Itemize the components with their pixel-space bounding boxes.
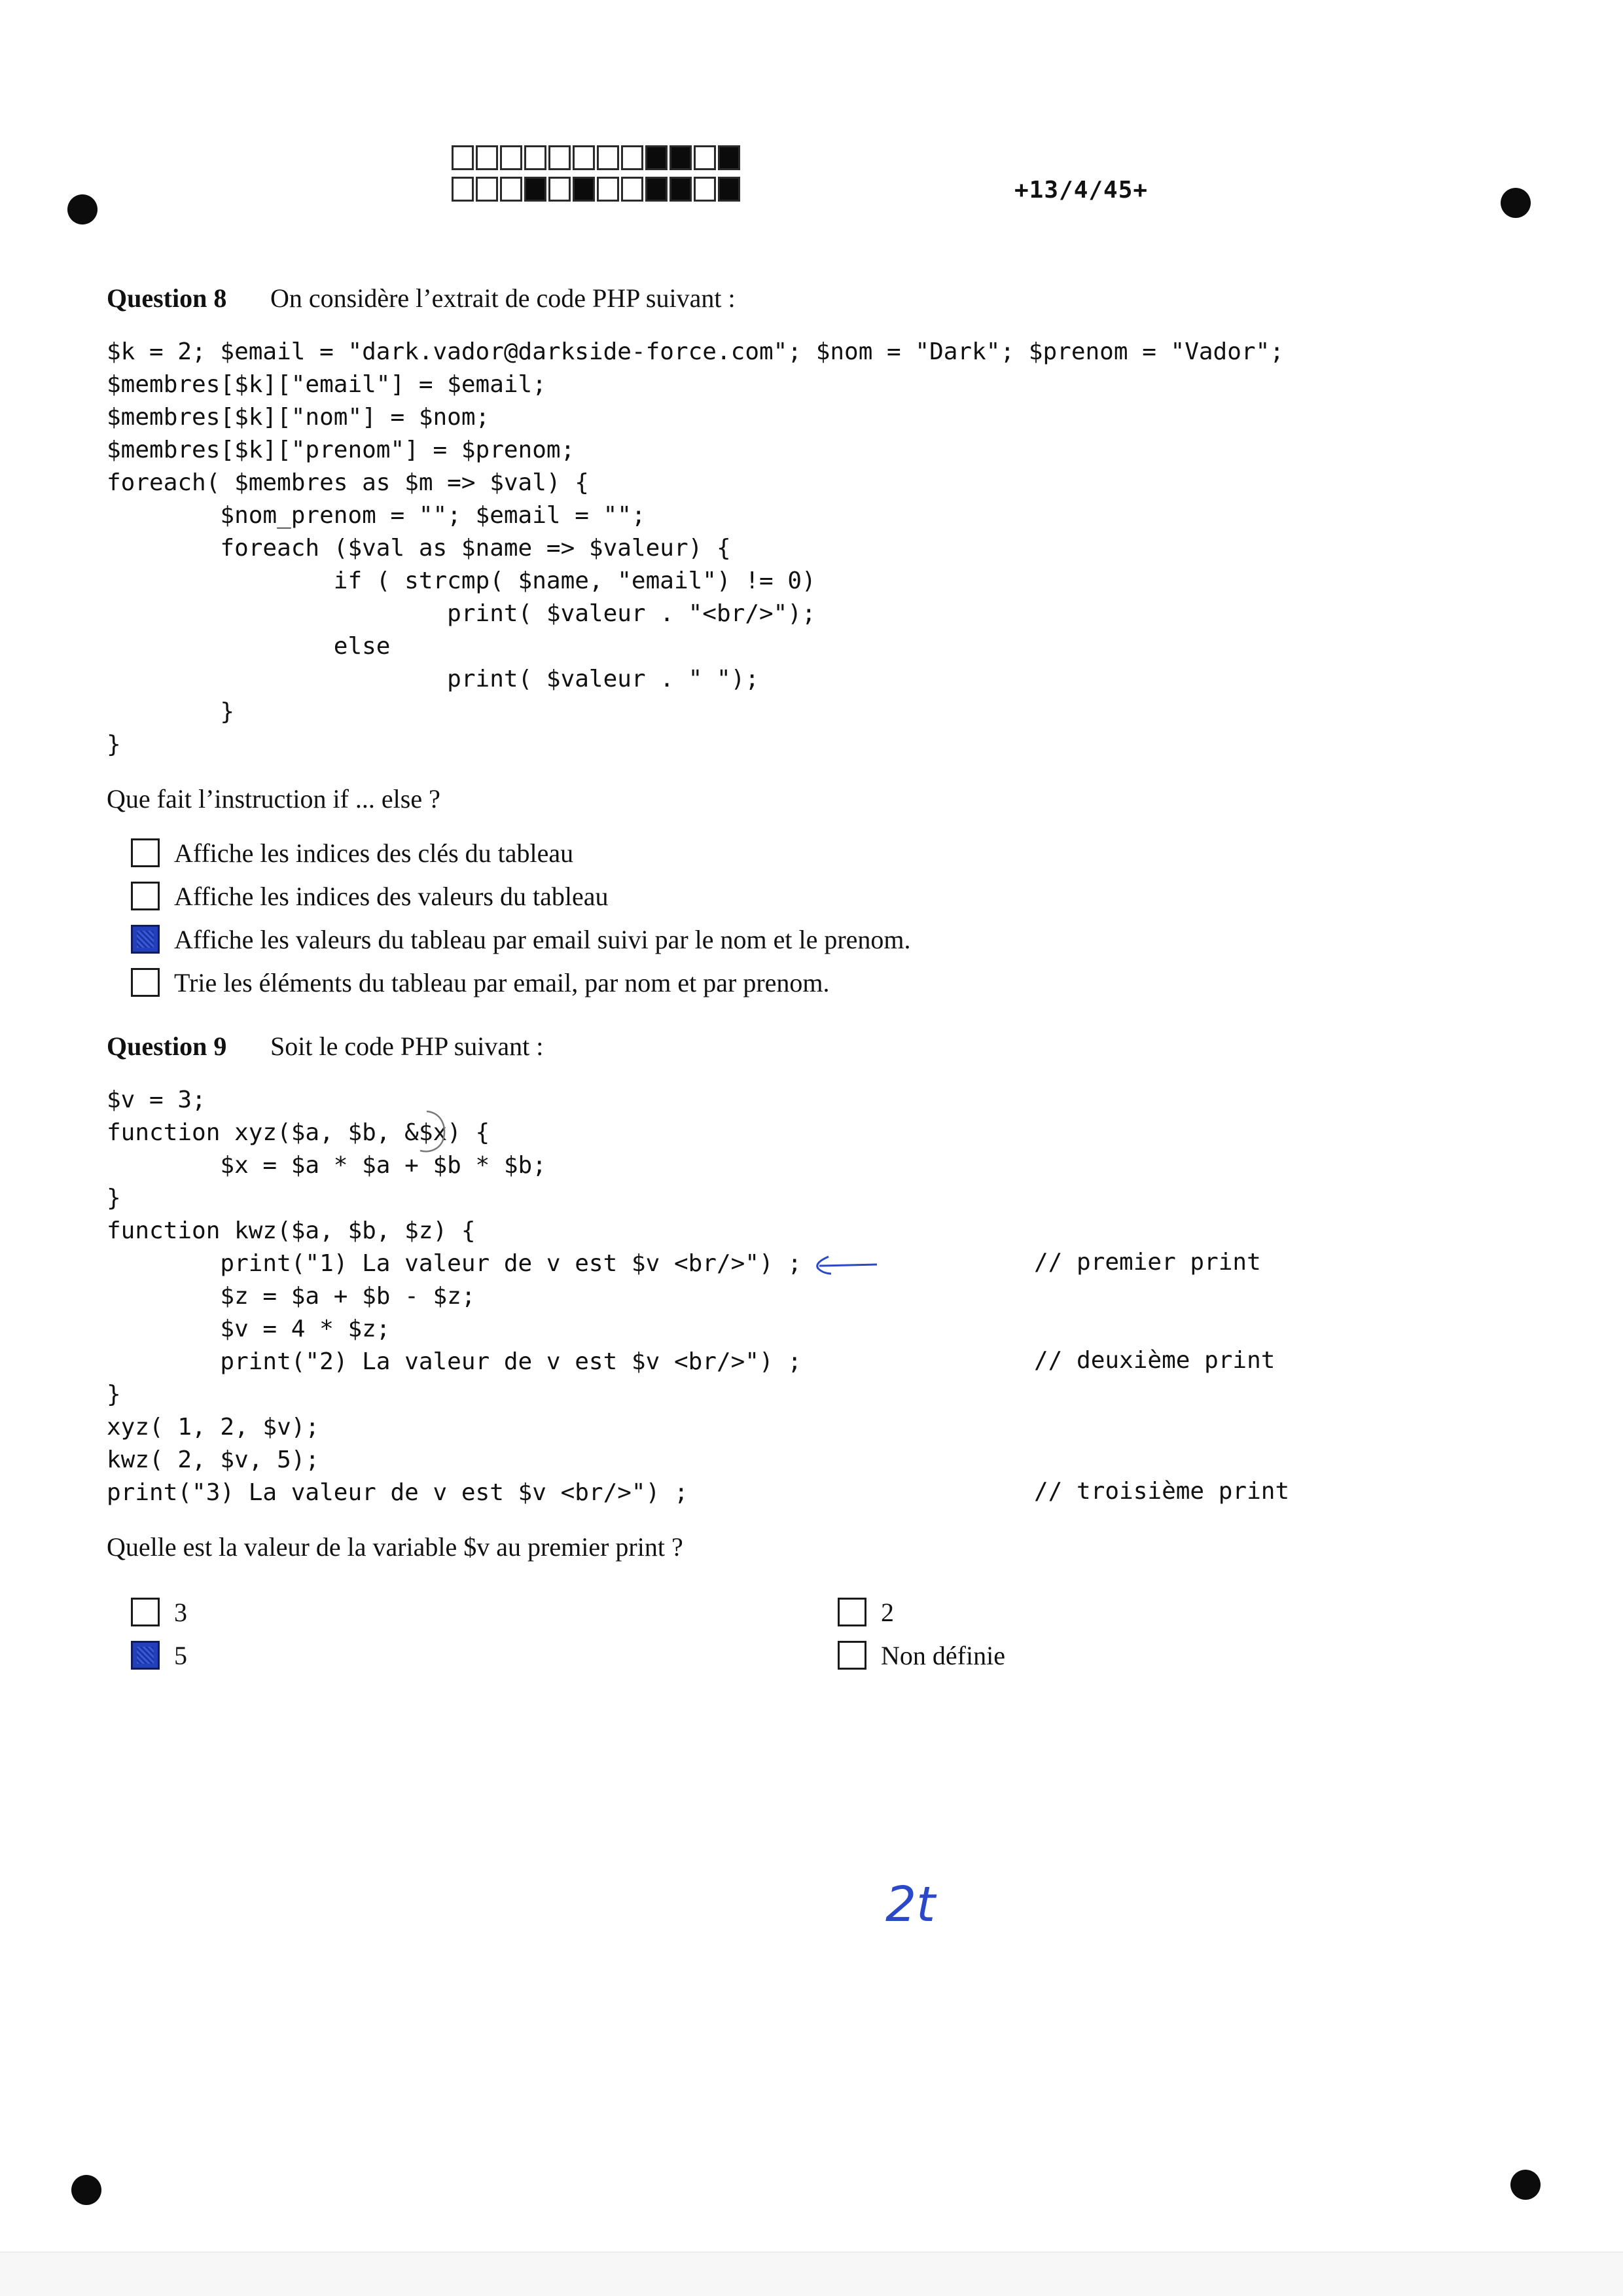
answer-label: Affiche les indices des clés du tableau <box>174 838 574 868</box>
pen-arrow-mark <box>809 1245 881 1284</box>
answer-checkbox[interactable] <box>131 838 160 867</box>
id-cell <box>718 145 740 170</box>
id-cell <box>573 145 595 170</box>
id-cell <box>500 177 522 202</box>
question-9-header <box>107 1031 543 1062</box>
page-bottom-strip <box>0 2251 1623 2296</box>
svg-text:2t: 2t <box>885 1876 936 1933</box>
id-cell <box>621 145 643 170</box>
score-scrawl <box>880 1869 952 1941</box>
comment-deuxieme-print: // deuxième print <box>1034 1347 1275 1374</box>
code-line: xyz( 1, 2, $v); <box>107 1414 320 1441</box>
code-line: $membres[$k]["email"] = $email; <box>107 371 546 398</box>
answer-label: 2 <box>881 1597 894 1627</box>
answer-checkbox[interactable] <box>131 1641 160 1670</box>
code-line: } <box>107 731 121 758</box>
id-cell <box>548 145 571 170</box>
answer-option[interactable] <box>838 1590 1113 1634</box>
answer-option[interactable] <box>131 874 911 918</box>
answer-checkbox[interactable] <box>131 882 160 910</box>
comment-troisieme-print: // troisième print <box>1034 1478 1290 1505</box>
question-9-answers <box>131 1590 1113 1677</box>
answer-checkbox[interactable] <box>838 1598 866 1626</box>
code-line: $nom_prenom = ""; $email = ""; <box>107 502 646 529</box>
id-cell <box>548 177 571 202</box>
id-cell <box>452 177 474 202</box>
id-cell <box>645 145 668 170</box>
question-9-label: Question 9 <box>107 1031 227 1061</box>
id-cell <box>669 145 692 170</box>
student-id-boxes-row-2 <box>452 177 742 202</box>
question-9-prompt: Quelle est la valeur de la variable $v au premier print ? <box>107 1532 683 1562</box>
code-line: print("2) La valeur de v est $v <br/>") ; <box>107 1348 802 1375</box>
id-cell <box>597 177 619 202</box>
code-line: function xyz($a, $b, &$x) { <box>107 1119 490 1146</box>
registration-mark-top-left <box>67 194 98 224</box>
answer-option[interactable] <box>131 1634 838 1677</box>
id-cell <box>694 145 716 170</box>
code-line: print( $valeur . " "); <box>107 666 759 692</box>
id-cell <box>500 145 522 170</box>
id-cell <box>621 177 643 202</box>
answer-label: Affiche les indices des valeurs du tableau <box>174 881 609 911</box>
answer-option[interactable] <box>131 961 911 1004</box>
code-line: $v = 4 * $z; <box>107 1316 391 1342</box>
answer-label: Affiche les valeurs du tableau par email suivi par le nom et le prenom. <box>174 924 911 954</box>
answer-option[interactable] <box>131 918 911 961</box>
code-line: print("1) La valeur de v est $v <br/>") ; <box>107 1250 802 1277</box>
id-cell <box>476 177 498 202</box>
registration-mark-bottom-right <box>1510 2170 1541 2200</box>
id-cell <box>694 177 716 202</box>
answer-checkbox[interactable] <box>131 925 160 954</box>
question-9-code <box>107 1084 802 1509</box>
question-8-answers <box>131 831 911 1004</box>
code-line: $z = $a + $b - $z; <box>107 1283 476 1310</box>
question-8-prompt: Que fait l’instruction if ... else ? <box>107 784 440 814</box>
code-line: $k = 2; $email = "dark.vador@darkside-force.com"; $nom = "Dark"; $prenom = "Vador"; <box>107 338 1284 365</box>
id-cell <box>645 177 668 202</box>
answer-label: Non définie <box>881 1640 1005 1670</box>
id-cell <box>573 177 595 202</box>
answer-label: 5 <box>174 1640 187 1670</box>
id-cell <box>452 145 474 170</box>
registration-mark-bottom-left <box>71 2175 101 2205</box>
id-cell <box>476 145 498 170</box>
answer-option[interactable] <box>131 1590 838 1634</box>
question-8-intro: On considère l’extrait de code PHP suivant : <box>270 283 736 313</box>
code-line: function kwz($a, $b, $z) { <box>107 1217 476 1244</box>
code-line: foreach( $membres as $m => $val) { <box>107 469 589 496</box>
comment-premier-print: // premier print <box>1034 1249 1261 1276</box>
code-line: print("3) La valeur de v est $v <br/>") ; <box>107 1479 688 1506</box>
code-line: print( $valeur . "<br/>"); <box>107 600 816 627</box>
id-cell <box>597 145 619 170</box>
answer-checkbox[interactable] <box>131 1598 160 1626</box>
code-line: $v = 3; <box>107 1086 206 1113</box>
question-8-code <box>107 336 1284 761</box>
registration-mark-top-right <box>1501 188 1531 218</box>
code-line: else <box>107 633 391 660</box>
code-line: } <box>107 1381 121 1408</box>
pen-circle-mark <box>401 1106 453 1158</box>
student-id-boxes-row-1 <box>452 145 742 170</box>
question-8-header <box>107 283 736 314</box>
answer-option[interactable] <box>131 831 911 874</box>
code-line: } <box>107 1185 121 1211</box>
code-line: kwz( 2, $v, 5); <box>107 1446 320 1473</box>
code-line: if ( strcmp( $name, "email") != 0) <box>107 567 816 594</box>
code-line: $x = $a * $a + $b * $b; <box>107 1152 546 1179</box>
id-cell <box>524 177 546 202</box>
answer-label: Trie les éléments du tableau par email, par nom et par prenom. <box>174 967 830 997</box>
question-9-intro: Soit le code PHP suivant : <box>270 1031 544 1061</box>
code-line: $membres[$k]["nom"] = $nom; <box>107 404 490 431</box>
code-line: } <box>107 698 235 725</box>
id-cell <box>524 145 546 170</box>
id-cell <box>669 177 692 202</box>
answer-option[interactable] <box>838 1634 1113 1677</box>
code-line: $membres[$k]["prenom"] = $prenom; <box>107 437 575 463</box>
answer-checkbox[interactable] <box>131 968 160 997</box>
id-cell <box>718 177 740 202</box>
code-line: foreach ($val as $name => $valeur) { <box>107 535 731 562</box>
answer-label: 3 <box>174 1597 187 1627</box>
question-8-label: Question 8 <box>107 283 227 313</box>
page-code: +13/4/45+ <box>1014 177 1149 204</box>
answer-checkbox[interactable] <box>838 1641 866 1670</box>
